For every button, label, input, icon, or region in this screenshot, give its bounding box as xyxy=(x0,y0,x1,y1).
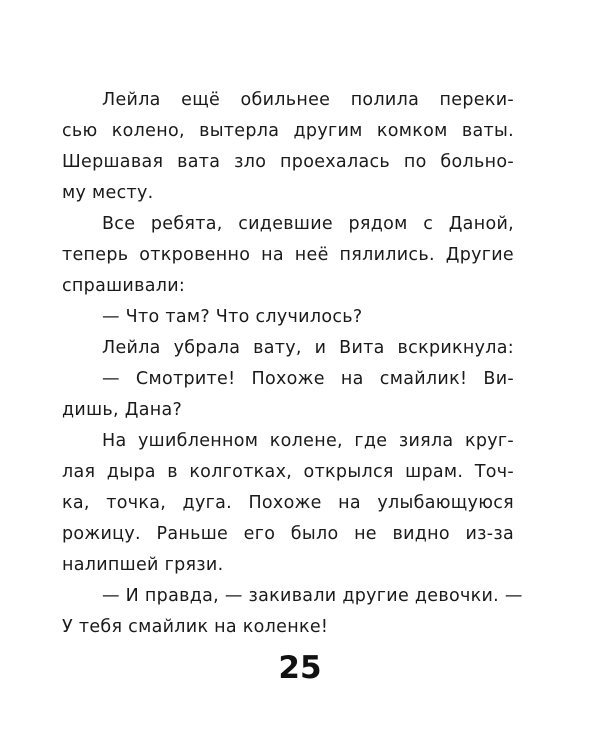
text-line: сью колено, вытерла другим комком ваты. xyxy=(62,121,514,141)
text-line: Лейла ещё обильнее полила переки- xyxy=(102,90,514,110)
text-line: Все ребята, сидевшие рядом с Даной, xyxy=(102,214,514,234)
text-line: Шершавая вата зло проехалась по больно- xyxy=(62,152,514,172)
text-line: Лейла убрала вату, и Вита вскрикнула: xyxy=(102,338,514,358)
text-line: ка, точка, дуга. Похоже на улыбающуюся xyxy=(62,493,514,513)
text-line: — Смотрите! Похоже на смайлик! Ви- xyxy=(102,369,514,389)
text-line: налипшей грязи. xyxy=(62,555,224,575)
text-line: дишь, Дана? xyxy=(62,400,183,420)
text-line: У тебя смайлик на коленке! xyxy=(62,617,329,637)
text-line: — И правда, — закивали другие девочки. — xyxy=(102,586,523,606)
text-line: лая дыра в колготках, открылся шрам. Точ- xyxy=(62,462,514,482)
text-line: рожицу. Раньше его было не видно из-за xyxy=(62,524,514,544)
text-line: теперь откровенно на неё пялились. Другие xyxy=(62,245,514,265)
page-number: 25 xyxy=(278,650,322,686)
text-line: спрашивали: xyxy=(62,276,186,296)
text-line: На ушибленном колене, где зияла круг- xyxy=(102,431,514,451)
text-line: му месту. xyxy=(62,183,154,203)
text-line: — Что там? Что случилось? xyxy=(102,307,363,327)
